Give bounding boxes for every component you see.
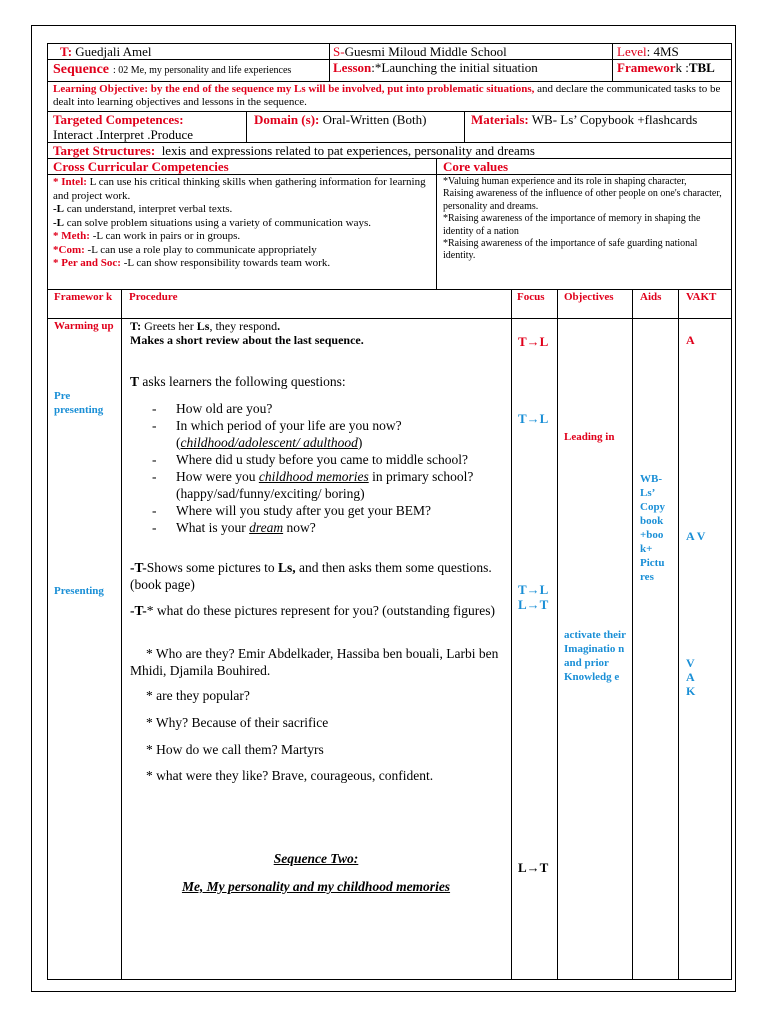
how-call-question: * How do we call them? Martyrs xyxy=(146,742,324,757)
materials-cell xyxy=(471,112,697,128)
level-value: : 4MS xyxy=(646,44,679,59)
school-label: S- xyxy=(333,44,345,59)
stage-presenting: Presenting xyxy=(54,585,104,597)
col-header-framework: Framewor k xyxy=(54,291,113,303)
learning-objective-label: Learning Objective: by the end of the sequence my Ls will be involved, put into problematic situations, xyxy=(53,83,535,95)
domain-cell xyxy=(254,112,426,128)
school-name: Guesmi Miloud Middle School xyxy=(344,44,507,59)
col-header-aids: Aids xyxy=(640,291,662,303)
targeted-competences xyxy=(53,112,193,142)
core-value-item: *Raising awareness of the importance of safe guarding national identity. xyxy=(443,238,698,262)
focus-sequence: L→T xyxy=(518,860,549,875)
cc-item-intel: * Intel: L can use his critical thinking skills when gathering information for learning and project work. xyxy=(53,176,426,202)
question-item: - Where will you study after you get your BEM? xyxy=(152,503,431,518)
shows-pictures: -T-Shows some pictures to Ls, and then asks them some questions. (book page) xyxy=(130,560,492,592)
framework-label: Framewor xyxy=(617,60,676,75)
learning-objective-text: and declare the communicated tasks to be dealt into learning objectives and lessons in the sequence. xyxy=(53,83,721,108)
what-pictures: -T-* what do these pictures represent for you? (outstanding figures) xyxy=(130,603,496,618)
lesson-value: :*Launching the initial situation xyxy=(371,60,538,75)
framework-value: TBL xyxy=(688,60,715,75)
col-header-vakt: VAKT xyxy=(686,291,717,303)
core-values-title: Core values xyxy=(443,159,509,174)
col-header-objectives: Objectives xyxy=(564,291,614,303)
aids-list: WB- Ls’ Copy book +boo k+ Pictu res xyxy=(640,473,666,583)
question-item: - How old are you? xyxy=(152,401,273,416)
domain-value: Oral-Written (Both) xyxy=(319,112,427,127)
teacher-label: T: xyxy=(60,44,73,59)
objective-leading-in: Leading in xyxy=(564,431,615,443)
framework-cell xyxy=(617,60,715,76)
target-structures-value: lexis and expressions related to pat experiences, personality and dreams xyxy=(161,143,535,158)
col-header-procedure: Procedure xyxy=(129,291,178,303)
lesson-label: Lesson xyxy=(333,60,372,75)
stage-pre-presenting: Pre presenting xyxy=(54,390,104,416)
sequence-cell xyxy=(53,60,291,78)
were-like-question: * what were they like? Brave, courageous, confident. xyxy=(146,768,434,783)
sequence-label: Sequence xyxy=(53,62,109,77)
sequence-value: : 02 Me, my personality and life experiences xyxy=(113,65,292,76)
question-item: - What is your dream now? xyxy=(152,520,316,535)
popular-question: * are they popular? xyxy=(146,688,250,703)
cc-item-interpret: -L can understand, interpret verbal texts. xyxy=(53,203,233,215)
core-value-item: Raising awareness of the influence of other people on one's character, personality and dreams. xyxy=(443,188,722,212)
target-structures xyxy=(53,143,535,159)
cc-item-meth: * Meth: -L can work in pairs or in groups. xyxy=(53,230,241,242)
level-cell xyxy=(617,44,679,60)
who-question: * Who are they? Emir Abdelkader, Hassiba ben bouali, Larbi ben Mhidi, Djamila Bouhired. xyxy=(130,646,499,678)
cc-item-solve: -L can solve problem situations using a variety of communication ways. xyxy=(53,216,372,229)
vakt-pre-presenting: A V xyxy=(686,529,706,543)
vakt-presenting: V A K xyxy=(686,656,696,698)
learning-objective xyxy=(53,83,727,109)
targeted-competences-value: Interact .Interpret .Produce xyxy=(53,127,194,142)
ask-line: T asks learners the following questions: xyxy=(130,374,346,389)
core-value-item: *Valuing human experience and its role in shaping character, xyxy=(443,176,687,187)
focus-pre-presenting: T→L xyxy=(518,411,549,426)
sequence-title: Sequence Two: xyxy=(273,851,359,866)
teacher-cell xyxy=(60,44,151,60)
objective-activate: activate their Imaginatio n and prior Knowledg e xyxy=(564,629,626,683)
targeted-competences-label: Targeted Competences: xyxy=(53,112,184,127)
vakt-warming: A xyxy=(686,333,695,347)
stage-warming-up: Warming up xyxy=(54,320,114,332)
domain-label: Domain (s): xyxy=(254,112,320,127)
focus-warming: T→L xyxy=(518,334,549,349)
why-question: * Why? Because of their sacrifice xyxy=(146,715,329,730)
cc-item-per-soc: * Per and Soc: -L can show responsibility towards team work. xyxy=(53,257,331,269)
procedure-warming xyxy=(130,319,364,347)
lesson-cell xyxy=(333,60,538,76)
question-item: - In which period of your life are you now? (childhood/adolescent/ adulthood) xyxy=(152,418,402,450)
cc-item-com: *Com: -L can use a role play to communicate appropriately xyxy=(53,243,317,256)
cross-curricular-title: Cross Curricular Competencies xyxy=(53,159,229,174)
question-list xyxy=(130,400,502,536)
school-cell xyxy=(333,44,507,60)
question-item: - Where did u study before you came to middle school? xyxy=(152,452,469,467)
question-item: - How were you childhood memories in primary school? (happy/sad/funny/exciting/ boring) xyxy=(152,469,474,501)
core-values-list xyxy=(443,176,727,263)
review-line: Makes a short review about the last sequence. xyxy=(130,333,364,347)
col-header-focus: Focus xyxy=(517,291,545,303)
teacher-name: Guedjali Amel xyxy=(75,44,152,59)
cross-curricular-list xyxy=(53,176,431,271)
framework-label-k: k : xyxy=(675,60,689,75)
materials-value: WB- Ls’ Copybook +flashcards xyxy=(528,112,698,127)
sequence-subtitle: Me, My personality and my childhood memories xyxy=(181,879,451,894)
materials-label: Materials: xyxy=(471,112,529,127)
target-structures-label: Target Structures: xyxy=(53,143,156,158)
focus-presenting: T→L L→T xyxy=(518,582,549,612)
core-value-item: *Raising awareness of the importance of memory in shaping the identity of a nation xyxy=(443,213,701,237)
level-label: Level xyxy=(617,44,647,59)
greeting-line: T: Greets her Ls, they respond. xyxy=(130,319,281,333)
